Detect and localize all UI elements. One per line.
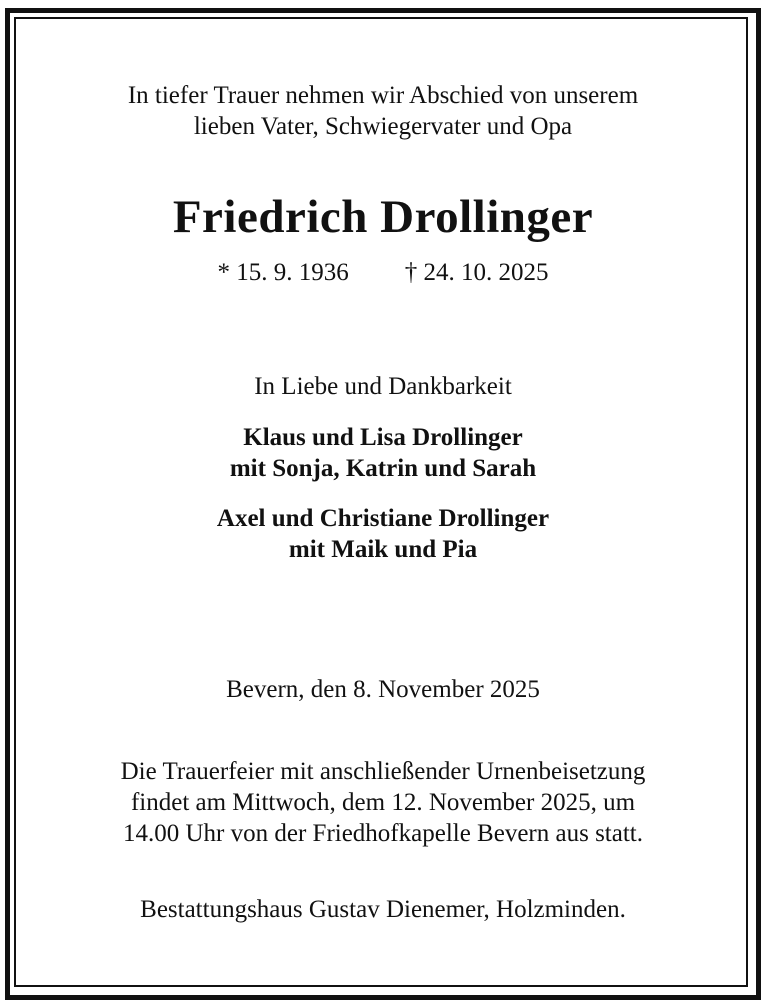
death-date: † 24. 10. 2025 bbox=[404, 259, 549, 286]
ceremony-line-3: 14.00 Uhr von der Friedhofkapelle Bevern aus statt. bbox=[122, 820, 643, 847]
family-1-children: mit Sonja, Katrin und Sarah bbox=[229, 455, 537, 482]
intro-line-2: lieben Vater, Schwiegervater und Opa bbox=[193, 113, 573, 140]
family-2-names: Axel und Christiane Drollinger bbox=[216, 505, 550, 532]
deceased-name: Friedrich Drollinger bbox=[172, 191, 594, 243]
family-1-names: Klaus und Lisa Drollinger bbox=[243, 424, 523, 451]
intro-line-1: In tiefer Trauer nehmen wir Abschied von unserem bbox=[127, 82, 639, 109]
family-2-children: mit Maik und Pia bbox=[288, 536, 478, 563]
ceremony-line-1: Die Trauerfeier mit anschließender Urnenbeisetzung bbox=[120, 758, 646, 785]
ceremony-line-2: findet am Mittwoch, dem 12. November 2025, um bbox=[130, 789, 636, 816]
birth-date: * 15. 9. 1936 bbox=[217, 259, 349, 286]
life-dates bbox=[0, 259, 766, 287]
place-date: Bevern, den 8. November 2025 bbox=[226, 676, 540, 703]
undertaker: Bestattungshaus Gustav Dienemer, Holzminden. bbox=[140, 896, 626, 923]
closing-phrase: In Liebe und Dankbarkeit bbox=[254, 373, 512, 400]
